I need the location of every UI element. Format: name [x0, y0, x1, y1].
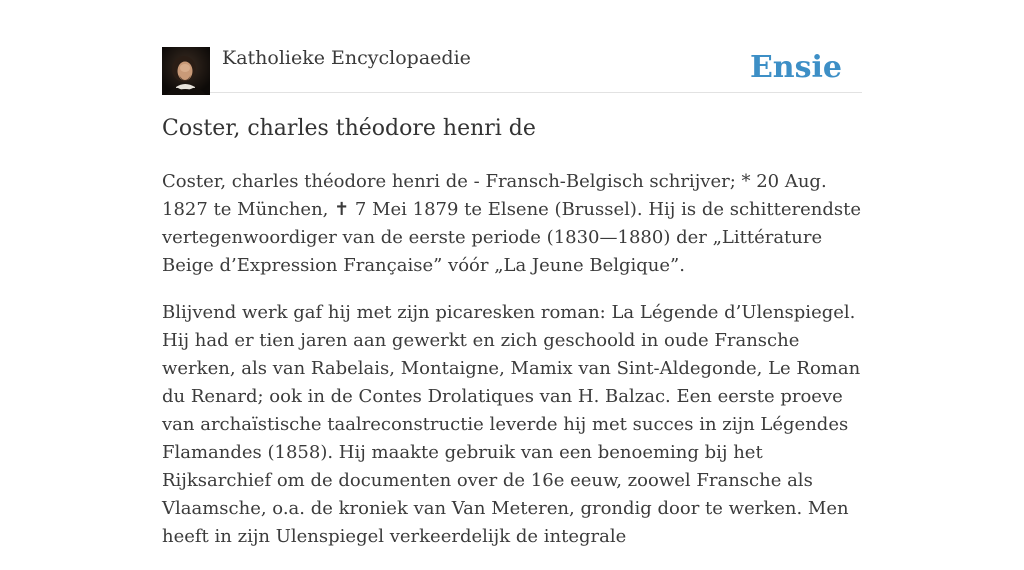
- article-paragraph: Coster, charles théodore henri de - Fransch-Belgisch schrijver; * 20 Aug. 1827 te München, ✝ 7 Mei 1879 te Elsene (Brussel). Hij is de schitterendste vertegenwoordiger van de eerste periode (1830—1880) der „Littérature Beige d’Expression Française” vóór „La Jeune Belgique”.: [162, 171, 861, 276]
- portrait-icon[interactable]: [162, 47, 210, 95]
- article-body: [162, 168, 862, 570]
- portrait-image: [162, 47, 210, 95]
- article-paragraph: Blijvend werk gaf hij met zijn picaresken roman: La Légende d’Ulenspiegel. Hij had er tien jaren aan gewerkt en zich geschoold in oude Fransche werken, als van Rabelais, Montaigne, Mamix van Sint-Aldegonde, Le Roman du Renard; ook in de Contes Drolatiques van H. Balzac. Een eerste proeve van archaïstische taalreconstructie leverde hij met succes in zijn Légendes Flamandes (1858). Hij maakte gebruik van een benoeming bij het Rijksarchief om de documenten over de 16e eeuw, zoowel Fransche als Vlaamsche, o.a. de kroniek van Van Meteren, grondig door te werken. Men heeft in zijn Ulenspiegel verkeerdelijk de integrale: [162, 302, 861, 547]
- brand-logo[interactable]: Ensie: [749, 50, 842, 85]
- article-title: Coster, charles théodore henri de: [162, 116, 536, 141]
- site-header: [162, 44, 862, 93]
- source-name[interactable]: Katholieke Encyclopaedie: [222, 47, 471, 69]
